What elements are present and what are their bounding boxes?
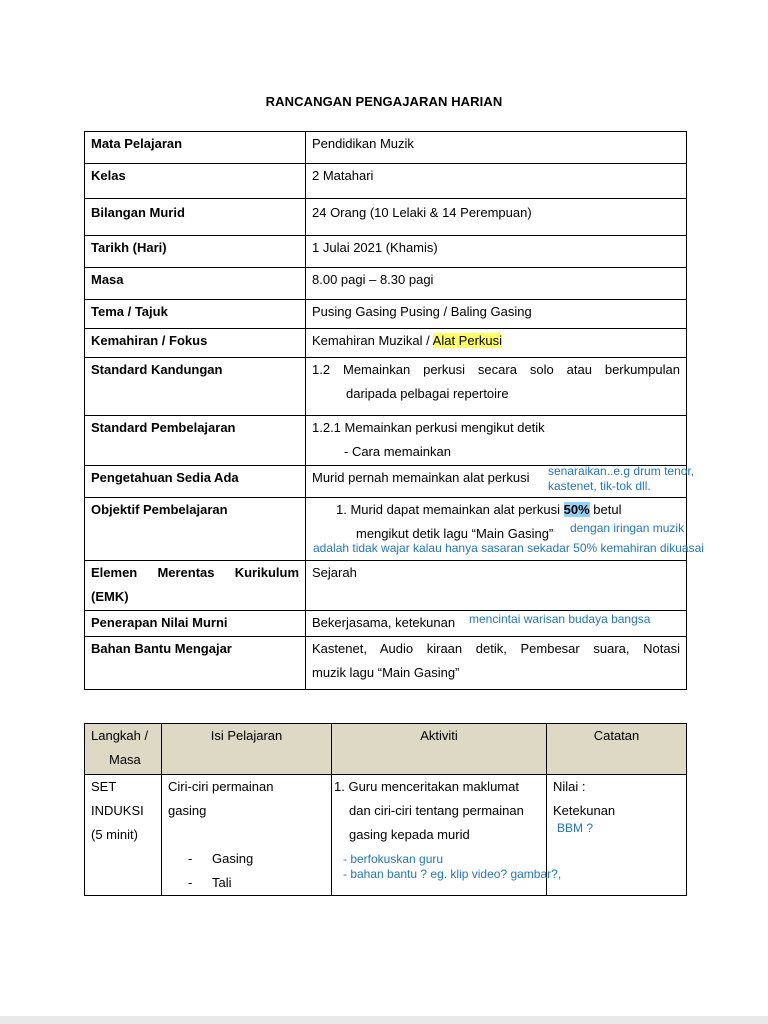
value-text: betul xyxy=(589,502,622,517)
row-label: Objektif Pembelajaran xyxy=(85,498,306,561)
review-note: - bahan bantu ? eg. klip video? gambar?, xyxy=(343,867,562,881)
cell-line: gasing xyxy=(168,803,207,818)
row-label: Kelas xyxy=(85,164,306,199)
review-note: - berfokuskan guru xyxy=(343,852,444,866)
lesson-info-table xyxy=(84,131,687,690)
table-row xyxy=(85,268,687,300)
row-value: Sejarah xyxy=(306,561,687,611)
table-row xyxy=(85,199,687,236)
row-value xyxy=(306,416,687,466)
table-row xyxy=(85,236,687,268)
row-label: Kemahiran / Fokus xyxy=(85,329,306,358)
review-note: dengan iringan muzik xyxy=(570,521,685,535)
review-note: kastenet, tik-tok dll. xyxy=(548,479,651,493)
list-item-text: Gasing xyxy=(212,851,254,866)
row-label: Bahan Bantu Mengajar xyxy=(85,637,306,690)
label-line: Elemen Merentas Kurikulum xyxy=(91,565,299,580)
table-header-row xyxy=(85,724,687,775)
list-item: - Gasing xyxy=(168,847,325,871)
cell-line: (5 minit) xyxy=(91,827,138,842)
header-line: Masa xyxy=(109,752,141,767)
review-note: mencintai warisan budaya bangsa xyxy=(469,612,651,626)
value-line: mengikut detik lagu “Main Gasing” xyxy=(356,526,554,541)
document-title: RANCANGAN PENGAJARAN HARIAN xyxy=(265,94,503,109)
row-label: Mata Pelajaran xyxy=(85,132,306,164)
list-item: - Tali xyxy=(168,871,325,895)
column-header: Isi Pelajaran xyxy=(162,724,332,775)
column-header: Aktiviti xyxy=(332,724,547,775)
table-row xyxy=(85,416,687,466)
column-header: Catatan xyxy=(547,724,687,775)
highlighted-text: Alat Perkusi xyxy=(432,333,503,348)
row-value: 8.00 pagi – 8.30 pagi xyxy=(306,268,687,300)
row-label: Pengetahuan Sedia Ada xyxy=(85,466,306,498)
row-value: Murid pernah memainkan alat perkusi xyxy=(306,466,687,498)
row-value xyxy=(306,637,687,690)
table-row xyxy=(85,164,687,199)
value-line: muzik lagu “Main Gasing” xyxy=(312,665,460,680)
langkah-cell xyxy=(85,775,162,896)
cell-line: Ketekunan xyxy=(553,803,616,818)
value-line xyxy=(312,498,680,522)
row-value: Pendidikan Muzik xyxy=(306,132,687,164)
table-row xyxy=(85,561,687,611)
value-line: 1.2.1 Memainkan perkusi mengikut detik xyxy=(312,420,545,435)
review-note: BBM ? xyxy=(557,821,594,835)
review-note: senaraikan..e.g drum tenor, xyxy=(548,464,695,478)
value-line: 1.2 Memainkan perkusi secara solo atau berkumpulan xyxy=(312,362,680,377)
value-text: Kemahiran Muzikal / xyxy=(312,333,433,348)
row-value xyxy=(306,358,687,416)
row-label: Masa xyxy=(85,268,306,300)
cell-line: SET xyxy=(91,779,117,794)
cell-line: 1. Guru menceritakan maklumat xyxy=(334,779,519,794)
highlighted-text: 50% xyxy=(563,502,590,517)
row-value: 24 Orang (10 Lelaki & 14 Perempuan) xyxy=(306,199,687,236)
row-value: Bekerjasama, ketekunan xyxy=(306,611,687,637)
cell-line: Nilai : xyxy=(553,779,586,794)
isi-cell xyxy=(162,775,332,896)
table-row xyxy=(85,132,687,164)
row-label: Tarikh (Hari) xyxy=(85,236,306,268)
cell-line: gasing kepada murid xyxy=(349,827,470,842)
cell-line: Ciri-ciri permainan xyxy=(168,779,274,794)
cell-line: INDUKSI xyxy=(91,803,144,818)
row-label: Standard Kandungan xyxy=(85,358,306,416)
table-row xyxy=(85,358,687,416)
row-value: 2 Matahari xyxy=(306,164,687,199)
page-edge xyxy=(0,1016,768,1024)
column-header xyxy=(85,724,162,775)
table-row xyxy=(85,329,687,358)
value-text: 1. Murid dapat memainkan alat perkusi xyxy=(336,502,564,517)
value-line: - Cara memainkan xyxy=(344,444,451,459)
table-row xyxy=(85,637,687,690)
catatan-cell xyxy=(547,775,687,896)
header-line: Langkah / xyxy=(91,728,149,743)
row-label: Bilangan Murid xyxy=(85,199,306,236)
label-line: (EMK) xyxy=(91,589,129,604)
row-value: 1 Julai 2021 (Khamis) xyxy=(306,236,687,268)
cell-line: dan ciri-ciri tentang permainan xyxy=(349,803,524,818)
review-note: adalah tidak wajar kalau hanya sasaran sekadar 50% kemahiran dikuasai xyxy=(313,541,704,555)
list-item-text: Tali xyxy=(212,875,232,890)
value-line: Kastenet, Audio kiraan detik, Pembesar suara, Notasi xyxy=(312,641,680,656)
row-label: Standard Pembelajaran xyxy=(85,416,306,466)
row-label: Tema / Tajuk xyxy=(85,300,306,329)
value-line: daripada pelbagai repertoire xyxy=(346,386,509,401)
table-row xyxy=(85,300,687,329)
row-label xyxy=(85,561,306,611)
row-value: Pusing Gasing Pusing / Baling Gasing xyxy=(306,300,687,329)
row-value xyxy=(306,329,687,358)
row-label: Penerapan Nilai Murni xyxy=(85,611,306,637)
